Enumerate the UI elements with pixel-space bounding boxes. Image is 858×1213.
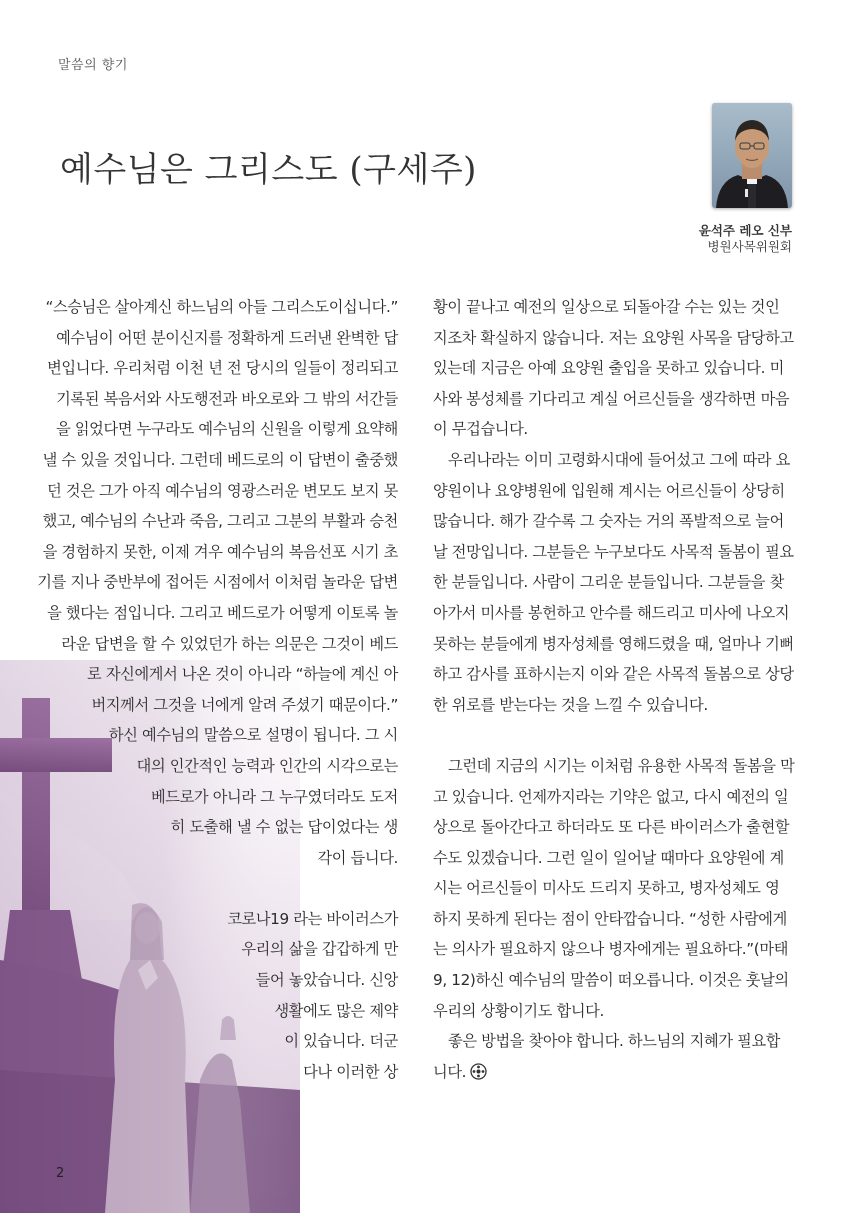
- line-text: 변입니다. 우리처럼 이천 년 전 당시의 일들이 정리되고: [47, 359, 398, 378]
- paragraph-line: [433, 445, 794, 476]
- left-column: [37, 292, 398, 1087]
- line-text: 니다.: [433, 1062, 467, 1081]
- line-text: 수도 있겠습니다. 그런 일이 일어날 때마다 요양원에 계: [433, 848, 784, 867]
- line-text: 이 있습니다. 더군: [284, 1032, 398, 1051]
- paragraph-line: [433, 567, 794, 598]
- paragraph-line: [433, 629, 794, 660]
- line-text: 각이 듭니다.: [317, 848, 398, 867]
- line-text: 는 의사가 필요하지 않으나 병자에게는 필요하다.”(마태: [433, 940, 789, 959]
- paragraph-line: [37, 1057, 398, 1088]
- line-text: 대의 인간적인 능력과 인간의 시각으로는: [136, 756, 398, 775]
- line-text: 황이 끝나고 예전의 일상으로 되돌아갈 수는 있는 것인: [433, 298, 780, 316]
- paragraph-line: [37, 996, 398, 1027]
- author-portrait: [712, 103, 792, 208]
- paragraph-line: [433, 751, 794, 782]
- line-text: 이 무겁습니다.: [433, 420, 528, 439]
- paragraph-line: [433, 965, 794, 996]
- paragraph-line: [433, 598, 794, 629]
- paragraph-line: [37, 353, 398, 384]
- author-organization: 병원사목위원회: [707, 239, 792, 254]
- line-text: 을 읽었다면 누구라도 예수님의 신원을 이렇게 요약해: [56, 420, 398, 439]
- line-text: 코로나19 라는 바이러스가: [227, 909, 398, 928]
- paragraph-line: [37, 323, 398, 354]
- line-text: 상으로 돌아간다고 하더라도 또 다른 바이러스가 출현할: [433, 818, 790, 837]
- paragraph-line: [433, 934, 794, 965]
- line-text: 9, 12)하신 예수님의 말씀이 떠오릅니다. 이것은 훗날의: [433, 971, 789, 990]
- paragraph-line: [37, 598, 398, 629]
- paragraph-line: [37, 506, 398, 537]
- paragraph-line: [37, 782, 398, 813]
- paragraph-line: [37, 567, 398, 598]
- paragraph-line: [37, 629, 398, 660]
- line-text: 우리의 삶을 갑갑하게 만: [241, 940, 398, 959]
- line-text: 라운 답변을 할 수 있었던가 하는 의문은 그것이 베드: [61, 634, 398, 653]
- paragraph-line: [37, 445, 398, 476]
- paragraph-line: [37, 1026, 398, 1057]
- paragraph-line: [37, 690, 398, 721]
- line-text: 그런데 지금의 시기는 이처럼 유용한 사목적 돌봄을 막: [448, 756, 795, 775]
- paragraph-line: [433, 506, 794, 537]
- line-text: 히 도출해 낼 수 없는 답이었다는 생: [170, 818, 398, 837]
- paragraph-line: [37, 384, 398, 415]
- paragraph-line: [37, 873, 398, 904]
- paragraph-line: [433, 873, 794, 904]
- paragraph-line: [433, 476, 794, 507]
- paragraph-line: [37, 414, 398, 445]
- line-text: 기를 지나 중반부에 접어든 시점에서 이처럼 놀라운 답변: [37, 573, 398, 592]
- line-text: 좋은 방법을 찾아야 합니다. 하느님의 지혜가 필요합: [448, 1032, 781, 1051]
- paragraph-line: [37, 476, 398, 507]
- line-text: 있는데 지금은 아예 요양원 출입을 못하고 있습니다. 미: [433, 359, 784, 378]
- line-text: 아가서 미사를 봉헌하고 안수를 해드리고 미사에 나오지: [433, 603, 790, 622]
- line-text: 못하는 분들에게 병자성체를 영해드렸을 때, 얼마나 기뻐: [433, 634, 794, 653]
- line-text: 로 자신에게서 나온 것이 아니라 “하늘에 계신 아: [87, 665, 398, 684]
- paragraph-line: [37, 934, 398, 965]
- paragraph-line: [433, 690, 794, 721]
- line-text: 했고, 예수님의 수난과 죽음, 그리고 그분의 부활과 승천: [42, 512, 398, 531]
- paragraph-line: [37, 751, 398, 782]
- paragraph-line: [37, 659, 398, 690]
- right-column: [433, 292, 794, 1087]
- line-text: 생활에도 많은 제약: [274, 1001, 398, 1020]
- line-text: 하지 못하게 된다는 점이 안타깝습니다. “성한 사람에게: [433, 909, 787, 928]
- line-text: 하신 예수님의 말씀으로 설명이 됩니다. 그 시: [108, 726, 398, 745]
- line-text: 많습니다. 해가 갈수록 그 숫자는 거의 폭발적으로 늘어: [433, 512, 784, 531]
- line-text: 다나 이러한 상: [303, 1062, 398, 1081]
- paragraph-line: [37, 904, 398, 935]
- line-text: 베드로가 아니라 그 누구였더라도 도저: [150, 787, 398, 806]
- line-text: 을 경험하지 못한, 이제 겨우 예수님의 복음선포 시기 초: [42, 542, 398, 561]
- line-text: 낼 수 있을 것입니다. 그런데 베드로의 이 답변이 출중했: [42, 450, 398, 469]
- paragraph-line: [433, 384, 794, 415]
- line-text: 지조차 확실하지 않습니다. 저는 요양원 사목을 담당하고: [433, 328, 794, 347]
- paragraph-line: [37, 843, 398, 874]
- section-label: 말씀의 향기: [58, 58, 128, 73]
- line-text: 우리의 상황이기도 합니다.: [433, 1001, 604, 1020]
- paragraph-line: [433, 843, 794, 874]
- end-mark-icon: [470, 1063, 487, 1080]
- page-title: 예수님은 그리스도 (구세주): [60, 150, 477, 190]
- author-name: 윤석주 레오 신부: [698, 223, 792, 238]
- priest-photo-icon: [712, 103, 792, 208]
- line-text: 들어 놓았습니다. 신앙: [255, 971, 398, 990]
- line-text: 하고 감사를 표하시는지 이와 같은 사목적 돌봄으로 상당: [433, 665, 794, 684]
- paragraph-line: [433, 323, 794, 354]
- line-text: 우리나라는 이미 고령화시대에 들어섰고 그에 따라 요: [448, 450, 790, 469]
- line-text: 시는 어르신들이 미사도 드리지 못하고, 병자성체도 영: [433, 879, 780, 898]
- paragraph-line: [433, 904, 794, 935]
- paragraph-line: [37, 292, 398, 323]
- line-text: 사와 봉성체를 기다리고 계실 어르신들을 생각하면 마음: [433, 389, 790, 408]
- paragraph-line: [433, 720, 794, 751]
- paragraph-line: [433, 1026, 794, 1057]
- paragraph-line: [37, 720, 398, 751]
- line-text: 기록된 복음서와 사도행전과 바오로와 그 밖의 서간들: [56, 389, 398, 408]
- line-text: 버지께서 그것을 너에게 알려 주셨기 때문이다.”: [91, 695, 398, 714]
- line-text: 양원이나 요양병원에 입원해 계시는 어르신들이 상당히: [433, 481, 785, 500]
- paragraph-line: [433, 659, 794, 690]
- paragraph-line: [433, 996, 794, 1027]
- line-text: 을 했다는 점입니다. 그리고 베드로가 어떻게 이토록 놀: [47, 603, 398, 622]
- paragraph-line: [37, 537, 398, 568]
- paragraph-line: [433, 292, 794, 323]
- page-number: 2: [56, 1166, 65, 1181]
- paragraph-line: [433, 782, 794, 813]
- line-text: 한 위로를 받는다는 것을 느낄 수 있습니다.: [433, 695, 708, 714]
- paragraph-line: [433, 353, 794, 384]
- paragraph-line: [37, 965, 398, 996]
- line-text: 한 분들입니다. 사람이 그리운 분들입니다. 그분들을 찾: [433, 573, 784, 592]
- paragraph-line: [433, 537, 794, 568]
- line-text: “스승님은 살아계신 하느님의 아들 그리스도이십니다.”: [45, 298, 398, 316]
- paragraph-line: [433, 812, 794, 843]
- line-text: 던 것은 그가 아직 예수님의 영광스러운 변모도 보지 못: [47, 481, 398, 500]
- line-text: 고 있습니다. 언제까지라는 기약은 없고, 다시 예전의 일: [433, 787, 789, 806]
- paragraph-line: [433, 1057, 794, 1088]
- line-text: 날 전망입니다. 그분들은 누구보다도 사목적 돌봄이 필요: [433, 542, 794, 561]
- line-text: 예수님이 어떤 분이신지를 정확하게 드러낸 완벽한 답: [56, 328, 398, 347]
- paragraph-line: [433, 414, 794, 445]
- paragraph-line: [37, 812, 398, 843]
